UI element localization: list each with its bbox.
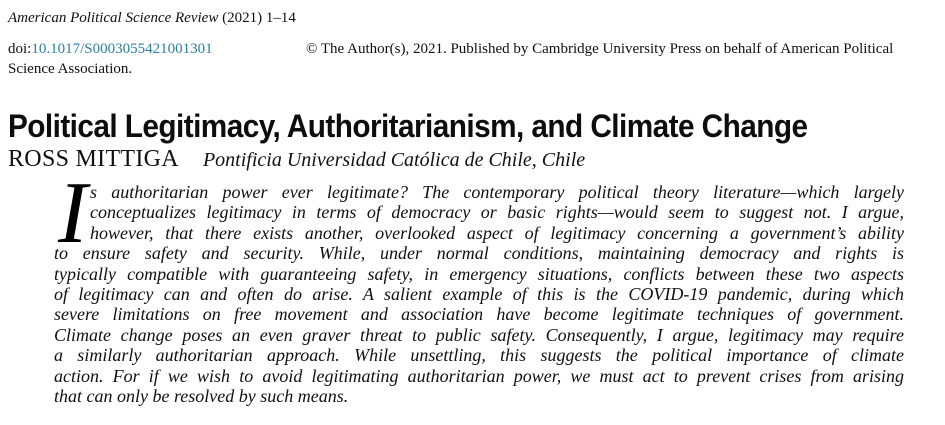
- abstract-line: however, that there exists another, overlooked aspect of legitimacy concerning a government’s ability: [90, 222, 904, 243]
- doi-prefix: doi:: [8, 41, 32, 57]
- copyright-notice: © The Author(s), 2021. Published by Cambridge University Press on behalf of American Political: [306, 41, 894, 57]
- abstract-line: a similarly authoritarian approach. While unsettling, this suggests the political importance of climate: [54, 345, 904, 366]
- abstract-line: action. For if we wish to avoid legitimating authoritarian power, we must act to prevent crises from arising: [54, 365, 904, 386]
- abstract-line: conceptualizes legitimacy in terms of democracy or basic rights—would seem to suggest not. I argue,: [90, 202, 904, 223]
- journal-citation: [8, 9, 296, 27]
- journal-issue: (2021) 1–14: [218, 10, 296, 26]
- abstract-line: s authoritarian power ever legitimate? The contemporary political theory literature—which largely: [90, 182, 904, 202]
- abstract-line: Climate change poses an even graver threat to public safety. Consequently, I argue, legitimacy may require: [54, 324, 904, 345]
- copyright-notice-continued: Science Association.: [8, 61, 133, 77]
- author-affiliation: Pontificia Universidad Católica de Chile, Chile: [202, 149, 586, 171]
- article-title: Political Legitimacy, Authoritarianism, and Climate Change: [8, 108, 808, 144]
- doi-copyright-block: [8, 39, 945, 77]
- abstract-line: that can only be resolved by such means.: [54, 386, 349, 407]
- author-name: ROSS MITTIGA: [8, 146, 179, 172]
- drop-cap: I: [58, 165, 88, 262]
- journal-name: American Political Science Review: [8, 10, 219, 26]
- abstract: [54, 182, 904, 406]
- byline: [8, 146, 585, 173]
- abstract-line: of legitimacy can and often do arise. A salient example of this is the COVID-19 pandemic, during which: [54, 284, 904, 305]
- doi-link[interactable]: 10.1017/S0003055421001301: [31, 41, 213, 57]
- abstract-line: severe limitations on free movement and association have become legitimate techniques of government.: [54, 304, 904, 325]
- abstract-line: typically compatible with guaranteeing safety, in emergency situations, conflicts between these two aspects: [54, 263, 904, 284]
- abstract-line: to ensure safety and security. While, under normal conditions, maintaining democracy and rights is: [54, 243, 904, 264]
